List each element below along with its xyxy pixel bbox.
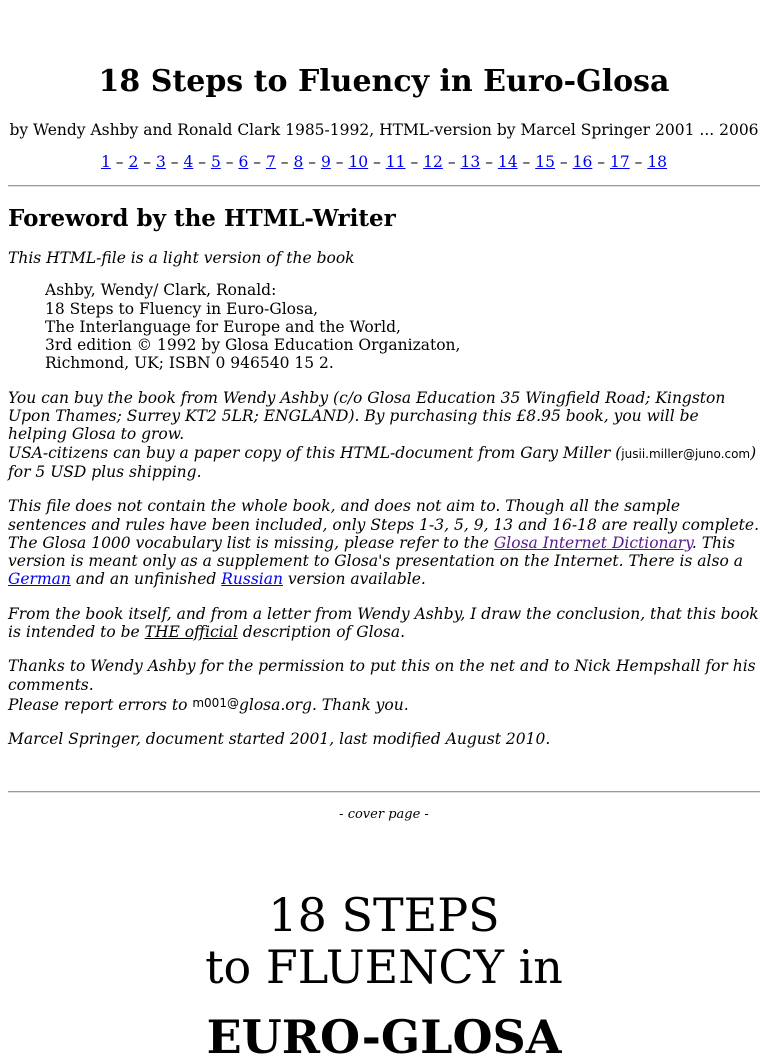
- step-separator: –: [115, 153, 124, 171]
- step-separator: –: [308, 153, 316, 171]
- step-separator: –: [280, 153, 289, 171]
- book-ref-line: 18 Steps to Fluency in Euro-Glosa,: [45, 299, 319, 318]
- book-reference: [45, 281, 760, 372]
- step-link-16[interactable]: 16: [572, 153, 593, 171]
- step-link-14[interactable]: 14: [497, 153, 518, 171]
- byline: by Wendy Ashby and Ronald Clark 1985-1992, HTML-version by Marcel Springer 2001 ... 2006: [9, 121, 759, 139]
- official-paragraph: [8, 605, 760, 642]
- step-separator: –: [143, 153, 151, 171]
- step-link-10[interactable]: 10: [348, 153, 369, 171]
- russian-version-link[interactable]: Russian: [221, 570, 283, 589]
- contents-text: This file does not contain the whole book, and does not aim to. Though all the sample sentences and rules have been included, only Steps 1-3, 5, 9, 13 and 16-18 are really complete. The Glosa 1000 vocabulary list is missing, please refer to the: [8, 497, 760, 552]
- step-link-3[interactable]: 3: [155, 153, 166, 171]
- divider-bottom: [8, 791, 760, 793]
- step-separator: –: [253, 153, 261, 171]
- official-text-end: description of Glosa.: [237, 623, 406, 642]
- step-separator: –: [634, 153, 643, 171]
- cover-title: [8, 889, 760, 993]
- contents-text-middle: . This version is meant only as a supplement to Glosa's presentation on the Internet. There is also a: [8, 533, 743, 571]
- purchase-paragraph: [8, 389, 760, 481]
- cover-page-label: - cover page -: [339, 806, 429, 822]
- german-version-link[interactable]: German: [8, 570, 71, 589]
- usa-text: USA-citizens can buy a paper copy of this HTML-document from Gary Miller (: [8, 443, 622, 462]
- step-separator: –: [597, 153, 606, 171]
- step-link-17[interactable]: 17: [609, 153, 630, 171]
- step-separator: –: [198, 153, 206, 171]
- thanks-paragraph: [8, 657, 760, 714]
- step-separator: –: [225, 153, 234, 171]
- step-link-5[interactable]: 5: [210, 153, 221, 171]
- the-official-underlined: THE official: [144, 623, 238, 642]
- book-ref-line: Ashby, Wendy/ Clark, Ronald:: [45, 281, 277, 300]
- step-separator: –: [559, 153, 568, 171]
- step-navigation: [8, 152, 760, 172]
- step-link-9[interactable]: 9: [320, 153, 331, 171]
- contents-text-end: version available.: [283, 570, 426, 589]
- step-link-7[interactable]: 7: [265, 153, 276, 171]
- official-text: From the book itself, and from a letter from Wendy Ashby, I draw the conclusion, that this book is intended to be: [8, 604, 759, 642]
- step-separator: –: [447, 153, 456, 171]
- step-link-8[interactable]: 8: [293, 153, 304, 171]
- step-link-11[interactable]: 11: [385, 153, 406, 171]
- thanks-text: Thanks to Wendy Ashby for the permission to put this on the net and to Nick Hempshall for his comments.: [8, 657, 756, 694]
- step-link-6[interactable]: 6: [238, 153, 249, 171]
- report-email-domain: glosa.org: [238, 695, 312, 714]
- step-separator: –: [373, 153, 381, 171]
- cover-euro-glosa: EURO-GLOSA: [206, 1009, 562, 1064]
- step-separator: –: [522, 153, 531, 171]
- cover-line-2: to FLUENCY in: [205, 939, 563, 994]
- foreword-intro: This HTML-file is a light version of the book: [8, 249, 355, 267]
- step-link-1[interactable]: 1: [100, 153, 111, 171]
- signature: Marcel Springer, document started 2001, last modified August 2010.: [8, 730, 551, 749]
- step-separator: –: [485, 153, 493, 171]
- step-link-18[interactable]: 18: [647, 153, 668, 171]
- glosa-dictionary-link[interactable]: Glosa Internet Dictionary: [493, 533, 692, 552]
- cover-line-1: 18 STEPS: [268, 887, 500, 942]
- step-link-4[interactable]: 4: [183, 153, 194, 171]
- page-title: 18 Steps to Fluency in Euro-Glosa: [98, 64, 670, 99]
- usa-text-end: ) for 5 USD plus shipping.: [8, 443, 757, 481]
- foreword-heading: Foreword by the HTML-Writer: [8, 205, 396, 232]
- book-ref-line: Richmond, UK; ISBN 0 946540 15 2.: [45, 354, 334, 373]
- report-email-prefix: m001@: [192, 695, 239, 710]
- step-link-2[interactable]: 2: [128, 153, 139, 171]
- contents-paragraph: [8, 497, 760, 588]
- book-ref-line: The Interlanguage for Europe and the World,: [45, 317, 401, 336]
- errors-text: Please report errors to: [8, 695, 193, 714]
- step-link-12[interactable]: 12: [423, 153, 443, 171]
- step-separator: –: [335, 153, 344, 171]
- step-separator: –: [170, 153, 179, 171]
- step-link-15[interactable]: 15: [535, 153, 555, 171]
- book-ref-line: 3rd edition © 1992 by Glosa Education Organizaton,: [45, 336, 461, 355]
- divider-top: [8, 185, 760, 187]
- step-link-13[interactable]: 13: [460, 153, 481, 171]
- purchase-text: You can buy the book from Wendy Ashby (c/o Glosa Education 35 Wingfield Road; Kingston Upon Thames; Surrey KT2 5LR; ENGLAND). By purchasing this £8.95 book, you will be helping Glosa to grow.: [8, 388, 726, 444]
- step-separator: –: [410, 153, 419, 171]
- miller-email: jusii.miller@juno.com: [621, 446, 751, 461]
- errors-text-end: . Thank you.: [311, 695, 409, 714]
- contents-text-middle2: and an unfinished: [70, 570, 222, 589]
